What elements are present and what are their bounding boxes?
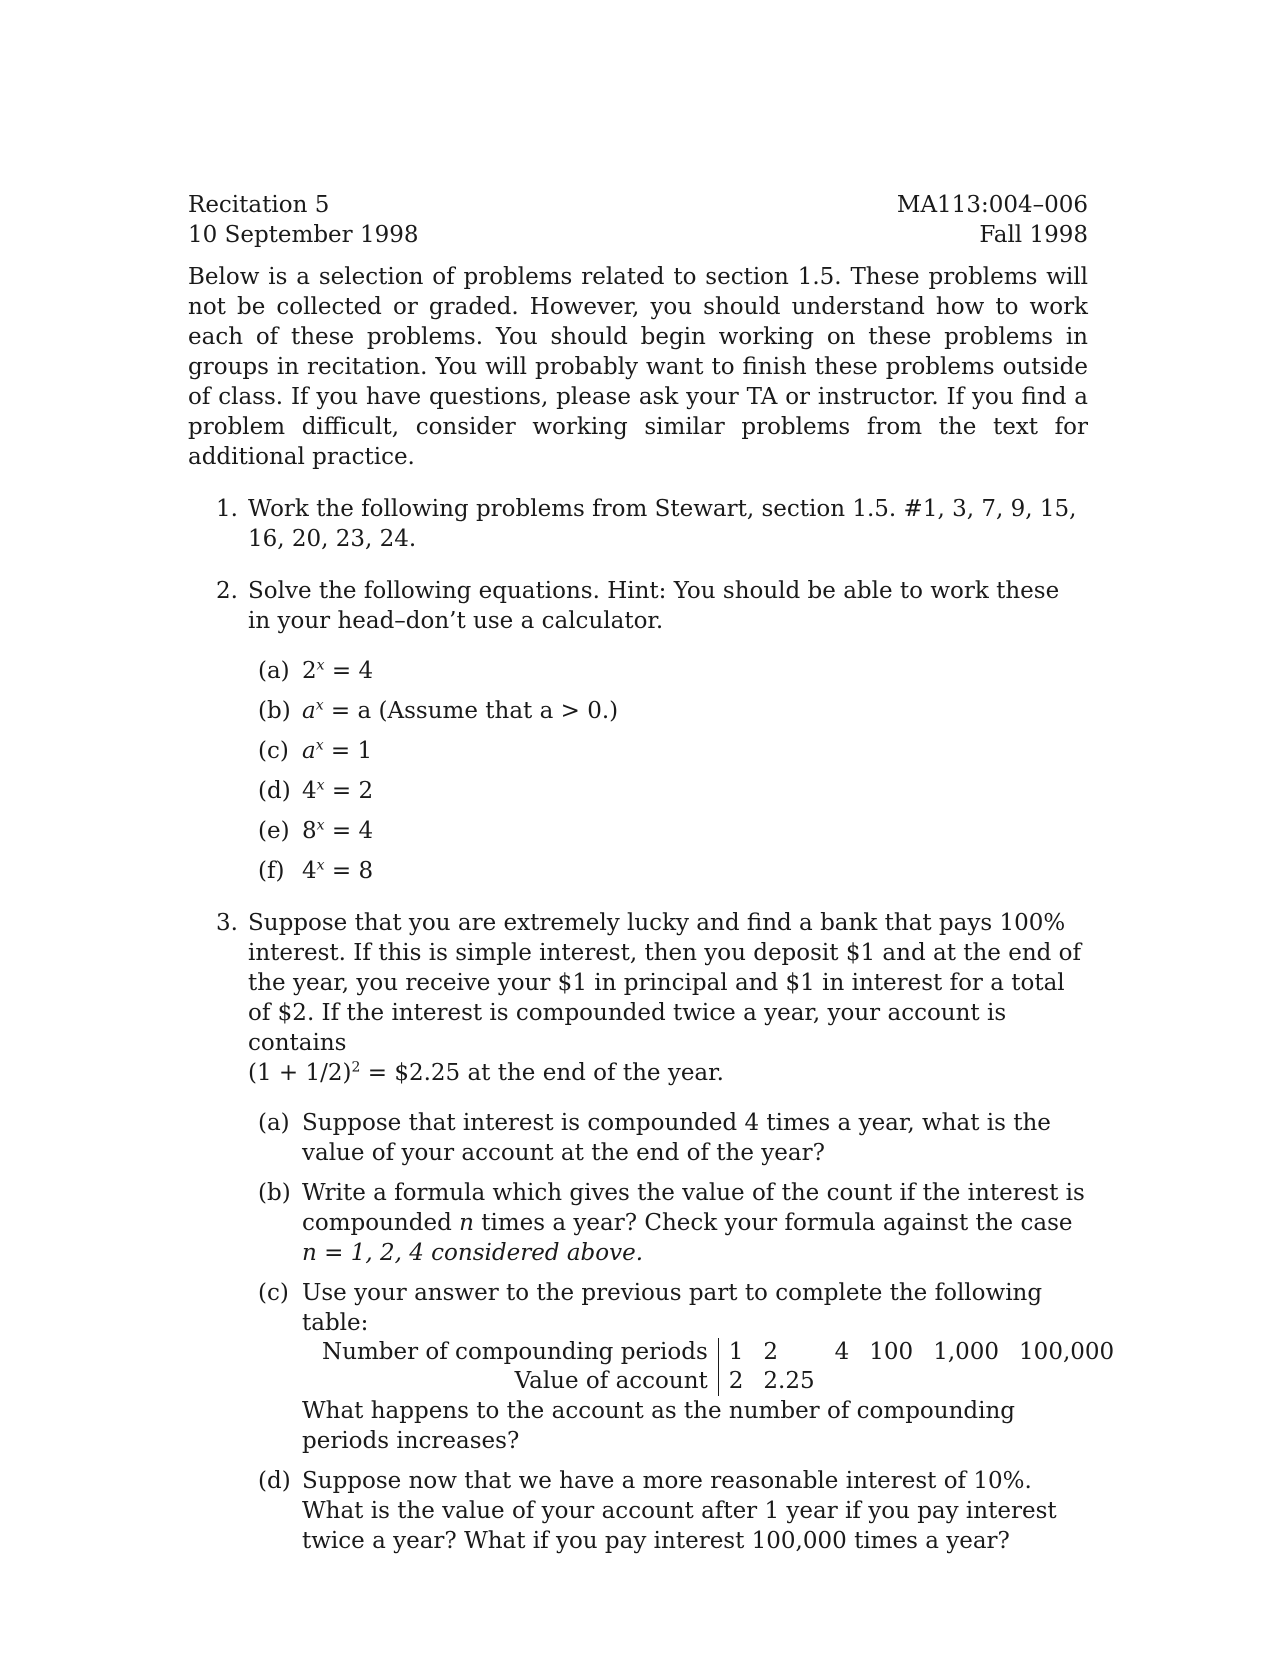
equation-exponent: x (316, 857, 325, 874)
equation-item (248, 736, 1088, 766)
subpart-list (248, 1108, 1115, 1556)
problem-intro: Suppose that you are extremely lucky and find a bank that pays 100% interest. If this is simple interest, then you deposit $1 and at the end of the year, you receive your $1 in principal and $1 in interest for a total of $2. If the interest is compounded twice a year, your account is contains (248, 910, 1082, 1056)
semester: Fall 1998 (979, 222, 1088, 248)
problem-number: 3. (216, 910, 238, 936)
compounding-table (312, 1338, 1124, 1396)
equation-item (248, 856, 1088, 886)
item-label: (c) (258, 738, 289, 764)
table-cell: 100 (869, 1339, 914, 1365)
formula-base: (1 + 1/2) (248, 1060, 352, 1086)
item-label: (d) (258, 778, 291, 804)
equation-exponent: x (315, 697, 324, 714)
course-code: MA113:004–006 (896, 192, 1088, 218)
subpart-text: Write a formula which gives the value of the count if the interest is compounded (302, 1180, 1085, 1236)
equation-exponent: x (316, 817, 325, 834)
intro-paragraph: Below is a selection of problems related to section 1.5. These problems will not be collected or graded. However, you should understand how to work each of these problems. You should begin working on these problems in groups in recitation. You will probably want to finish these problems outside of class. If you have questions, please ask your TA or instructor. If you find a problem difficult, consider working similar problems from the text for additional practice. (188, 264, 1088, 470)
subpart-c (248, 1278, 1115, 1456)
subpart-text: times a year? Check your formula against the case (481, 1210, 1073, 1236)
row-header: Number of compounding periods (312, 1338, 718, 1367)
equation-base: 4 (302, 778, 317, 804)
problem-list (188, 494, 1115, 1556)
problem-text: Work the following problems from Stewart, section 1.5. #1, 3, 7, 9, 15, 16, 20, 23, 24. (248, 496, 1077, 552)
item-label: (c) (258, 1280, 289, 1306)
table-cell: 2.25 (763, 1368, 815, 1394)
equation-rhs: = 1 (323, 738, 373, 764)
problem-number: 2. (216, 578, 238, 604)
item-label: (d) (258, 1468, 291, 1494)
subpart-followup: What happens to the account as the number of compounding periods increases? (302, 1398, 1016, 1454)
equation-base: 8 (302, 818, 317, 844)
header-row-2 (188, 220, 1088, 250)
equation-item (248, 776, 1088, 806)
table-cell: 2 (728, 1368, 744, 1394)
table-cell: 2 (763, 1339, 779, 1365)
equation-rhs: = a (323, 698, 372, 724)
table-cell (1009, 1367, 1124, 1396)
equation-exponent: x (316, 657, 325, 674)
equation-rhs: = 2 (324, 778, 374, 804)
row-header: Value of account (312, 1367, 718, 1396)
item-label: (a) (258, 1110, 290, 1136)
formula-exponent: 2 (351, 1059, 361, 1076)
document-page (188, 190, 1115, 1578)
subpart-text: Suppose now that we have a more reasonable interest of 10%. What is the value of your account after 1 year if you pay interest twice a year? What if you pay interest 100,000 times a year? (302, 1468, 1057, 1554)
table-cell (923, 1367, 1009, 1396)
equation-rhs: = 4 (324, 658, 374, 684)
recitation-date: 10 September 1998 (188, 222, 419, 248)
table-row (312, 1338, 1124, 1367)
table-cell: 100,000 (1019, 1339, 1115, 1365)
problem-text: Solve the following equations. Hint: You should be able to work these in your head–don’t use a calculator. (248, 578, 1060, 634)
table-cell (859, 1367, 923, 1396)
equation-item (248, 656, 1088, 686)
recitation-title: Recitation 5 (188, 192, 330, 218)
equation-base: 4 (302, 858, 317, 884)
subpart-a (248, 1108, 1088, 1168)
table-cell (825, 1367, 860, 1396)
subpart-text: Suppose that interest is compounded 4 times a year, what is the value of your account at the end of the year? (302, 1110, 1051, 1166)
equation-base: a (302, 738, 316, 764)
header-row-1 (188, 190, 1088, 220)
variable-n: n (459, 1210, 474, 1236)
equation-list (248, 656, 1088, 886)
item-label: (b) (258, 1180, 291, 1206)
table-cell: 4 (834, 1339, 850, 1365)
subpart-b (248, 1178, 1088, 1268)
equation-exponent: x (316, 777, 325, 794)
item-label: (e) (258, 818, 290, 844)
equation-item (248, 696, 1088, 726)
equation-base: 2 (302, 658, 317, 684)
table-cell: 1,000 (933, 1339, 1000, 1365)
equation-note: (Assume that a > 0.) (371, 698, 619, 724)
problem-3 (188, 908, 1115, 1556)
equation-rhs: = 4 (324, 818, 374, 844)
equation-item (248, 816, 1088, 846)
item-label: (b) (258, 698, 291, 724)
subpart-d (248, 1466, 1088, 1556)
equation-rhs: = 8 (324, 858, 374, 884)
equation-base: a (302, 698, 316, 724)
problem-1 (188, 494, 1088, 554)
item-label: (a) (258, 658, 290, 684)
subpart-text: Use your answer to the previous part to complete the following table: (302, 1280, 1043, 1336)
table-row (312, 1367, 1124, 1396)
item-label: (f) (258, 858, 285, 884)
problem-number: 1. (216, 496, 238, 522)
formula-rest: = $2.25 at the end of the year. (360, 1060, 724, 1086)
table-cell: 1 (728, 1339, 744, 1365)
problem-text (248, 908, 1088, 1088)
problem-2 (188, 576, 1088, 886)
equation-exponent: x (315, 737, 324, 754)
subpart-text: n = 1, 2, 4 considered above. (302, 1240, 644, 1266)
